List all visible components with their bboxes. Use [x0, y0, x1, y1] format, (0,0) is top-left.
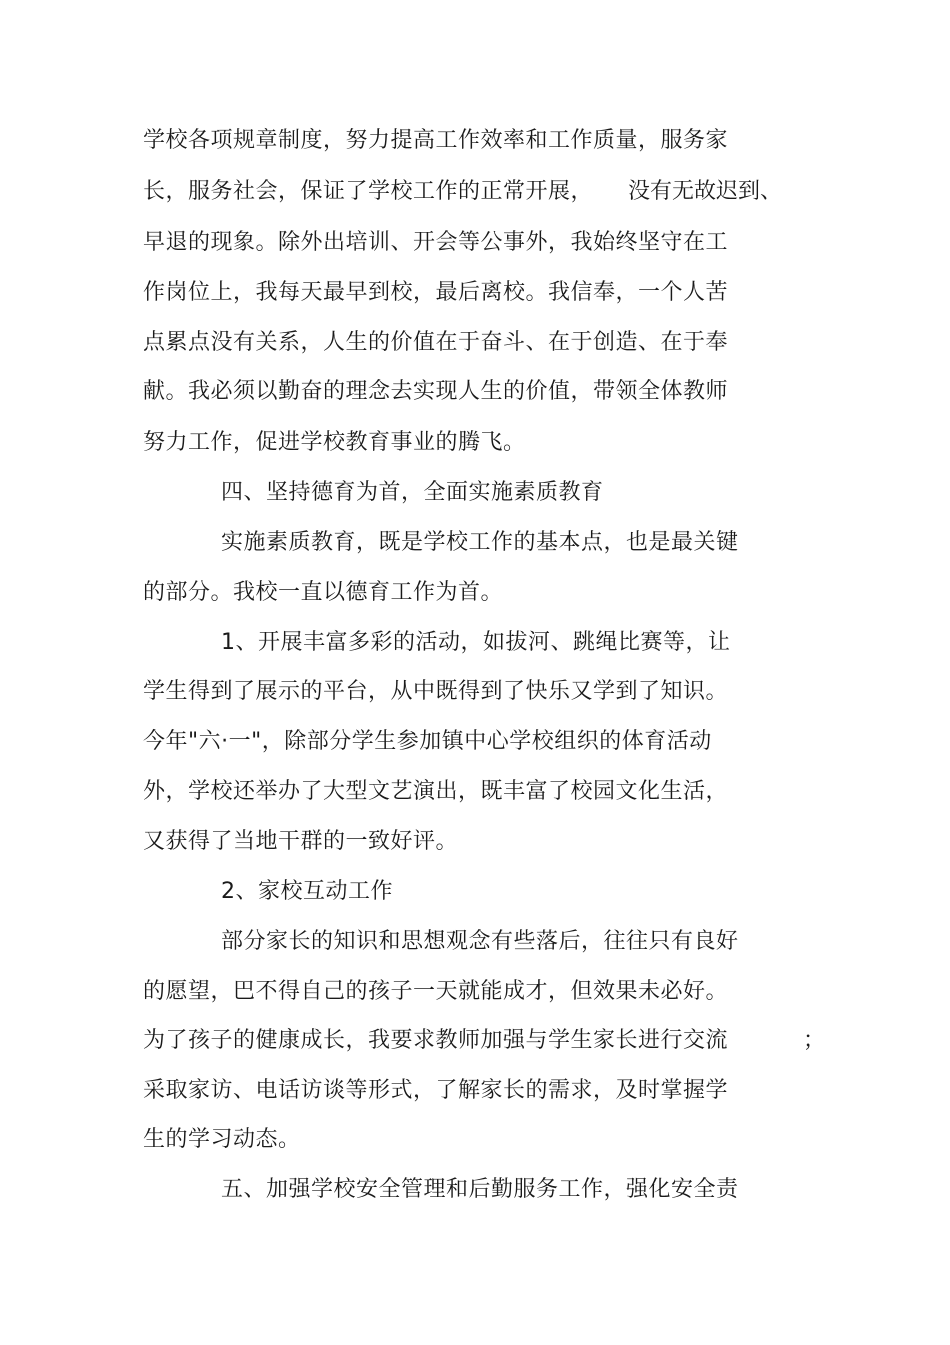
text-line: 学校各项规章制度，努力提高工作效率和工作质量，服务家	[143, 128, 729, 153]
text-line: 献。我必须以勤奋的理念去实现人生的价值，带领全体教师	[143, 379, 729, 404]
text-line: 1、开展丰富多彩的活动，如拔河、跳绳比赛等，让	[221, 630, 731, 655]
text-line: 今年"六·一"，除部分学生参加镇中心学校组织的体育活动	[143, 729, 712, 754]
text-line: 的愿望，巴不得自己的孩子一天就能成才，但效果未必好。	[143, 979, 729, 1004]
text-line: 实施素质教育，既是学校工作的基本点，也是最关键	[221, 530, 739, 555]
text-line: 又获得了当地干群的一致好评。	[143, 829, 459, 854]
section-heading: 四、坚持德育为首，全面实施素质教育	[221, 480, 604, 505]
text-line: 外，学校还举办了大型文艺演出，既丰富了校园文化生活，	[143, 779, 729, 804]
text-line: 早退的现象。除外出培训、开会等公事外，我始终坚守在工	[143, 230, 729, 255]
text-line-tail: ；	[803, 1028, 826, 1053]
text-line: 采取家访、电话访谈等形式，了解家长的需求，及时掌握学	[143, 1078, 729, 1103]
text-line: 部分家长的知识和思想观念有些落后，往往只有良好	[221, 929, 739, 954]
text-line: 的部分。我校一直以德育工作为首。	[143, 580, 504, 605]
section-heading: 五、加强学校安全管理和后勤服务工作，强化安全责	[221, 1177, 739, 1202]
text-line: 努力工作，促进学校教育事业的腾飞。	[143, 430, 526, 455]
text-line: 点累点没有关系，人生的价值在于奋斗、在于创造、在于奉	[143, 330, 729, 355]
text-line: 长，服务社会，保证了学校工作的正常开展，	[143, 179, 594, 204]
text-line: 作岗位上，我每天最早到校，最后离校。我信奉，一个人苦	[143, 280, 729, 305]
text-line: 学生得到了展示的平台，从中既得到了快乐又学到了知识。	[143, 679, 729, 704]
text-line-tail: 没有无故迟到、	[628, 179, 783, 204]
text-line: 生的学习动态。	[143, 1127, 301, 1152]
subsection-heading: 2、家校互动工作	[221, 879, 393, 904]
text-line: 为了孩子的健康成长，我要求教师加强与学生家长进行交流	[143, 1028, 729, 1053]
